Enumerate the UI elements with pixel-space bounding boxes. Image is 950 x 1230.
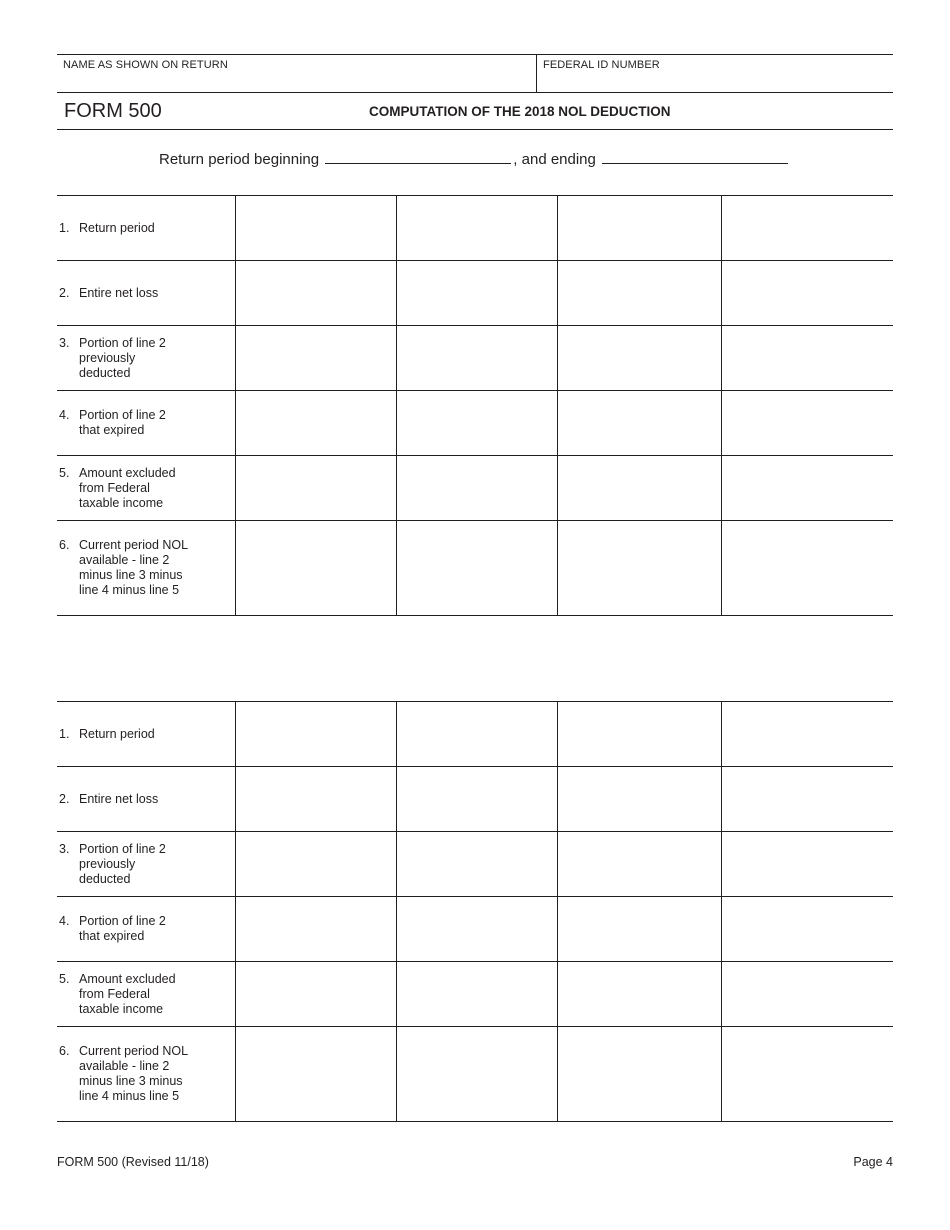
input-cell[interactable] [235,456,396,521]
line-2-label-cell [57,261,235,326]
line-number: 3. [59,335,70,350]
input-cell[interactable] [721,897,893,962]
line-label-text: Current period NOL available - line 2 minus line 3 minus line 4 minus line 5 [79,538,188,597]
input-cell[interactable] [721,702,893,767]
title-bottom-rule [57,129,893,130]
header-bottom-rule [57,92,893,93]
table-row [57,456,893,521]
input-cell[interactable] [557,897,721,962]
line-label-text: Return period [79,726,155,741]
table-row [57,521,893,616]
input-cell[interactable] [235,326,396,391]
input-cell[interactable] [235,196,396,261]
return-period-line [159,151,790,168]
input-cell[interactable] [721,962,893,1027]
input-cell[interactable] [396,1027,557,1122]
line-4-label-cell [57,391,235,456]
input-cell[interactable] [396,326,557,391]
line-1-label-cell [57,196,235,261]
line-number: 2. [59,285,70,300]
line-2-label-cell [57,767,235,832]
input-cell[interactable] [396,962,557,1027]
line-6-label-cell [57,521,235,616]
input-cell[interactable] [721,261,893,326]
input-cell[interactable] [235,832,396,897]
input-cell[interactable] [396,196,557,261]
input-cell[interactable] [557,1027,721,1122]
line-number: 5. [59,465,70,480]
input-cell[interactable] [721,767,893,832]
input-cell[interactable] [721,456,893,521]
input-cell[interactable] [235,391,396,456]
line-label-text: Current period NOL available - line 2 minus line 3 minus line 4 minus line 5 [79,1044,188,1103]
input-cell[interactable] [235,767,396,832]
input-cell[interactable] [557,391,721,456]
input-cell[interactable] [557,456,721,521]
line-number: 4. [59,914,70,928]
line-label-text: Portion of line 2 previously deducted [79,841,166,886]
header-top-rule [57,54,893,55]
input-cell[interactable] [396,832,557,897]
input-cell[interactable] [396,391,557,456]
table-row [57,767,893,832]
input-cell[interactable] [235,261,396,326]
input-cell[interactable] [557,767,721,832]
input-cell[interactable] [235,962,396,1027]
line-number: 3. [59,841,70,856]
page-number: Page 4 [853,1155,893,1169]
line-label-text: Portion of line 2 that expired [79,914,166,943]
table-row [57,261,893,326]
line-number: 1. [59,220,70,235]
form-title: FORM 500 [64,100,162,122]
line-6-label-cell [57,1027,235,1122]
name-field[interactable] [57,72,535,91]
nol-table-2 [57,701,893,1122]
federal-id-label: FEDERAL ID NUMBER [543,59,660,71]
input-cell[interactable] [396,521,557,616]
input-cell[interactable] [557,702,721,767]
line-label-text: Portion of line 2 that expired [79,408,166,437]
table-row [57,962,893,1027]
line-number: 5. [59,971,70,986]
input-cell[interactable] [396,897,557,962]
line-label-text: Entire net loss [79,285,159,300]
input-cell[interactable] [235,897,396,962]
table-row [57,196,893,261]
input-cell[interactable] [721,832,893,897]
form-heading: COMPUTATION OF THE 2018 NOL DEDUCTION [369,104,671,119]
input-cell[interactable] [557,261,721,326]
line-number: 1. [59,726,70,741]
form-revision: FORM 500 (Revised 11/18) [57,1155,209,1169]
table-row [57,1027,893,1122]
line-3-label-cell [57,326,235,391]
input-cell[interactable] [721,391,893,456]
line-label-text: Entire net loss [79,791,159,806]
input-cell[interactable] [721,1027,893,1122]
table-row [57,391,893,456]
line-label-text: Return period [79,220,155,235]
line-5-label-cell [57,962,235,1027]
input-cell[interactable] [396,767,557,832]
table-row [57,897,893,962]
line-label-text: Amount excluded from Federal taxable income [79,971,176,1016]
input-cell[interactable] [557,521,721,616]
input-cell[interactable] [721,196,893,261]
table-row [57,832,893,897]
line-5-label-cell [57,456,235,521]
line-number: 2. [59,791,70,806]
line-label-text: Amount excluded from Federal taxable income [79,465,176,510]
input-cell[interactable] [557,326,721,391]
header-divider [536,54,537,93]
line-label-text: Portion of line 2 previously deducted [79,335,166,380]
input-cell[interactable] [721,326,893,391]
input-cell[interactable] [235,521,396,616]
input-cell[interactable] [396,702,557,767]
input-cell[interactable] [721,521,893,616]
input-cell[interactable] [557,832,721,897]
line-number: 6. [59,1044,70,1058]
period-ending-label: , and ending [513,151,596,168]
input-cell[interactable] [557,962,721,1027]
period-beginning-label: Return period beginning [159,151,320,168]
line-4-label-cell [57,897,235,962]
nol-table-1 [57,195,893,616]
input-cell[interactable] [557,196,721,261]
input-cell[interactable] [235,1027,396,1122]
table-row [57,326,893,391]
period-ending-field[interactable] [602,163,788,164]
input-cell[interactable] [235,702,396,767]
federal-id-field[interactable] [538,72,892,91]
input-cell[interactable] [396,261,557,326]
line-number: 6. [59,538,70,552]
line-number: 4. [59,408,70,422]
line-1-label-cell [57,702,235,767]
period-beginning-field[interactable] [325,163,511,164]
line-3-label-cell [57,832,235,897]
input-cell[interactable] [396,456,557,521]
table-row [57,702,893,767]
name-as-shown-label: NAME AS SHOWN ON RETURN [63,59,228,71]
